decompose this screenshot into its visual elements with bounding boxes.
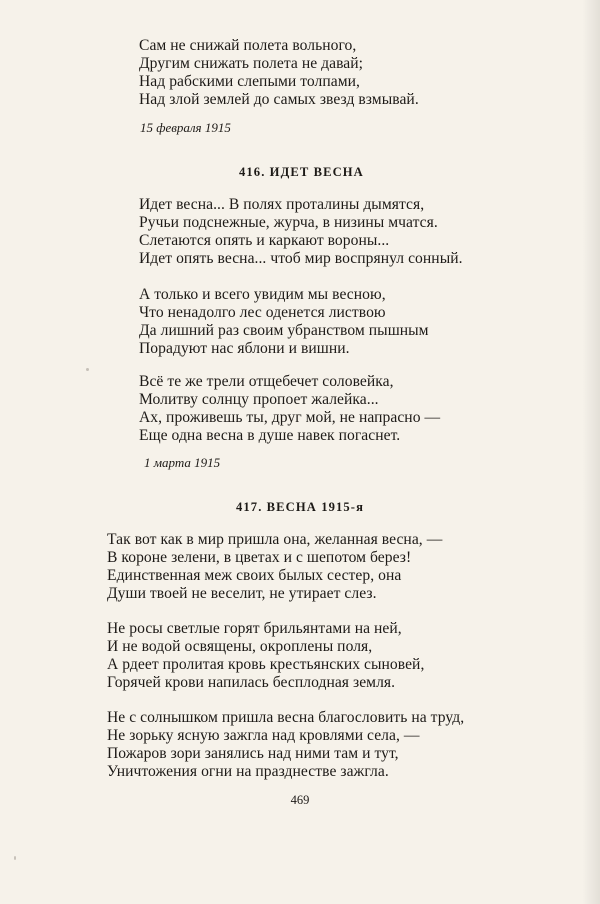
poem-line: Уничтожения огни на празднестве зажгла. [107,763,389,780]
poem-line: Всё те же трели отщебечет соловейка, [139,373,394,390]
poem-416-heading: 416. ИДЕТ ВЕСНА [239,165,364,179]
poem-line: Еще одна весна в душе навек погаснет. [139,427,401,444]
poem-line: А только и всего увидим мы весною, [139,286,386,303]
poem-line: Сам не снижай полета вольного, [139,37,357,54]
poem-417-stanza-3 [107,709,464,781]
poem-line: Над злой землей до самых звезд взмывай. [139,91,419,108]
poem-line: Пожаров зори занялись над ними там и тут, [107,745,399,762]
poem-line: Над рабскими слепыми толпами, [139,73,360,90]
paper-speck [86,368,89,371]
poem-line: Идет весна... В полях проталины дымятся, [139,196,425,213]
poem-line: Молитву солнцу пропоет жалейка... [139,391,379,408]
poem-line: Идет опять весна... чтоб мир воспрянул сонный. [139,250,463,267]
poem-line: Что ненадолго лес оденется листвою [139,304,386,321]
poem-line: Да лишний раз своим убранством пышным [139,322,429,339]
poem-line: Души твоей не веселит, не утирает слез. [107,585,377,602]
poem-line: Горячей крови напилась бесплодная земля. [107,674,396,691]
poem-417-stanza-1 [107,531,442,603]
poem-416-stanza-2 [139,286,429,358]
poem-line: Другим снижать полета не давай; [139,55,364,72]
poem-line: Так вот как в мир пришла она, желанная весна, — [107,531,443,548]
poem-line: Единственная меж своих былых сестер, она [107,567,402,584]
poem-line: Порадуют нас яблони и вишни. [139,340,350,357]
poem-415-ending [139,37,419,109]
poem-416-stanza-3 [139,373,440,445]
poem-417-heading: 417. ВЕСНА 1915-я [236,500,365,514]
poem-line: Слетаются опять и каркают вороны... [139,232,390,249]
poem-line: Не росы светлые горят брильянтами на ней, [107,620,402,637]
poem-416-date: 1 марта 1915 [144,455,221,470]
poem-line: Не зорьку ясную зажгла над кровлями села, — [107,727,420,744]
page-spine-shadow [582,0,600,904]
poem-line: И не водой освящены, окроплены поля, [107,638,373,655]
poem-415-date: 15 февраля 1915 [140,120,231,135]
poem-line: Не с солнышком пришла весна благословить на труд, [107,709,465,726]
poem-416-stanza-1 [139,196,463,268]
poem-line: Ручьи подснежные, журча, в низины мчатся. [139,214,438,231]
poem-417-stanza-2 [107,620,424,692]
page-number: 469 [290,793,310,807]
paper-speck [14,856,16,860]
poem-line: В короне зелени, в цветах и с шепотом берез! [107,549,412,566]
poem-line: А рдеет пролитая кровь крестьянских сыновей, [107,656,425,673]
poem-line: Ах, проживешь ты, друг мой, не напрасно — [139,409,441,426]
